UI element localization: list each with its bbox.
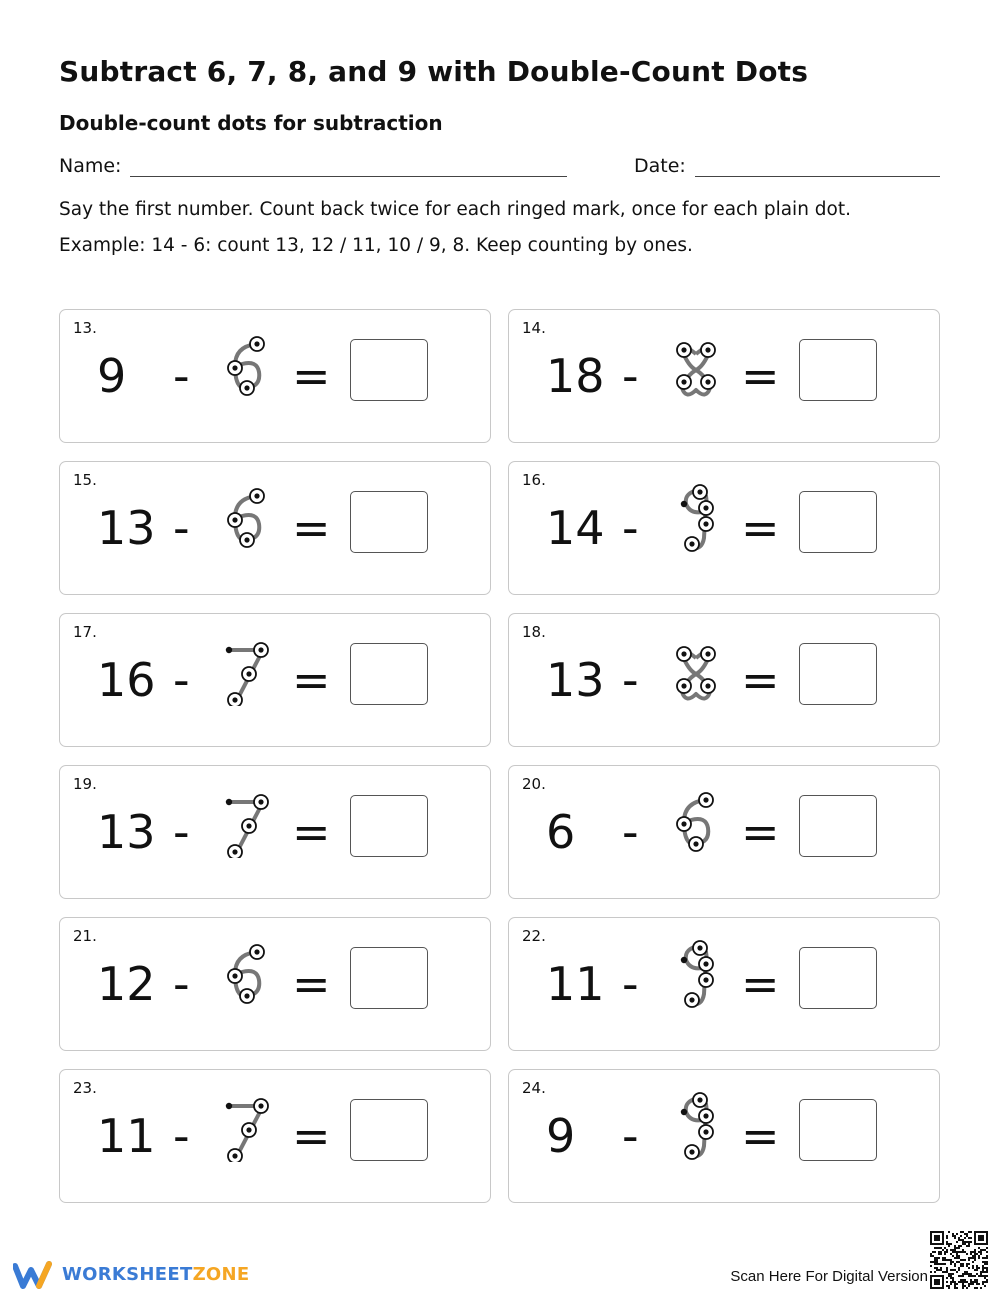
touch-seven-icon — [217, 1090, 277, 1162]
minus-sign: - — [622, 501, 639, 555]
touch-six-icon — [217, 482, 277, 554]
minus-sign: - — [173, 1109, 190, 1163]
minuend: 12 — [97, 957, 156, 1011]
equals-sign: = — [292, 653, 331, 707]
equals-sign: = — [292, 349, 331, 403]
minus-sign: - — [173, 805, 190, 859]
problem-number: 22. — [522, 927, 546, 945]
minus-sign: - — [622, 653, 639, 707]
minuend: 18 — [546, 349, 605, 403]
answer-box[interactable] — [350, 947, 428, 1009]
minuend: 13 — [546, 653, 605, 707]
touch-six-icon — [217, 330, 277, 402]
problem-number: 21. — [73, 927, 97, 945]
answer-box[interactable] — [799, 947, 877, 1009]
touch-eight-icon — [666, 330, 726, 402]
equals-sign: = — [741, 349, 780, 403]
equals-sign: = — [292, 1109, 331, 1163]
name-label: Name: — [59, 155, 122, 177]
name-field[interactable] — [130, 176, 567, 177]
instruction-line-2: Example: 14 - 6: count 13, 12 / 11, 10 / 9, 8. Keep counting by ones. — [59, 235, 693, 256]
problem-number: 16. — [522, 471, 546, 489]
logo-text-worksheet: WORKSHEET — [62, 1264, 193, 1285]
problem-card — [59, 461, 491, 595]
minus-sign: - — [622, 805, 639, 859]
answer-box[interactable] — [799, 643, 877, 705]
problem-number: 19. — [73, 775, 97, 793]
touch-seven-icon — [217, 786, 277, 858]
problem-card — [59, 1069, 491, 1203]
problem-card — [59, 613, 491, 747]
problem-card — [508, 917, 940, 1051]
date-field[interactable] — [695, 176, 940, 177]
equals-sign: = — [292, 501, 331, 555]
touch-seven-icon — [217, 634, 277, 706]
problem-card — [59, 917, 491, 1051]
qr-code-icon[interactable] — [930, 1231, 988, 1289]
minuend: 13 — [97, 501, 156, 555]
equals-sign: = — [292, 957, 331, 1011]
problem-card — [508, 309, 940, 443]
worksheetzone-logo — [13, 1258, 253, 1292]
answer-box[interactable] — [350, 491, 428, 553]
touch-nine-icon — [666, 482, 726, 554]
problem-number: 15. — [73, 471, 97, 489]
scan-caption: Scan Here For Digital Version — [730, 1268, 928, 1285]
minus-sign: - — [622, 957, 639, 1011]
logo-text — [62, 1264, 250, 1285]
answer-box[interactable] — [350, 643, 428, 705]
answer-box[interactable] — [350, 1099, 428, 1161]
page-title: Subtract 6, 7, 8, and 9 with Double-Count Dots — [59, 55, 809, 88]
answer-box[interactable] — [799, 491, 877, 553]
minuend: 16 — [97, 653, 156, 707]
problem-number: 14. — [522, 319, 546, 337]
problem-card — [508, 1069, 940, 1203]
equals-sign: = — [741, 805, 780, 859]
problem-card — [59, 765, 491, 899]
minuend: 6 — [546, 805, 576, 859]
problem-number: 24. — [522, 1079, 546, 1097]
minus-sign: - — [173, 349, 190, 403]
problem-number: 23. — [73, 1079, 97, 1097]
answer-box[interactable] — [799, 795, 877, 857]
touch-nine-icon — [666, 938, 726, 1010]
minus-sign: - — [173, 653, 190, 707]
problem-number: 17. — [73, 623, 97, 641]
instruction-line-1: Say the first number. Count back twice for each ringed mark, once for each plain dot. — [59, 199, 851, 220]
equals-sign: = — [741, 653, 780, 707]
touch-six-icon — [217, 938, 277, 1010]
answer-box[interactable] — [350, 795, 428, 857]
touch-eight-icon — [666, 634, 726, 706]
minuend: 11 — [97, 1109, 156, 1163]
problem-card — [508, 613, 940, 747]
touch-nine-icon — [666, 1090, 726, 1162]
minuend: 9 — [97, 349, 127, 403]
equals-sign: = — [741, 957, 780, 1011]
minus-sign: - — [622, 349, 639, 403]
equals-sign: = — [741, 501, 780, 555]
logo-text-zone: ZONE — [192, 1264, 250, 1285]
minus-sign: - — [173, 957, 190, 1011]
touch-six-icon — [666, 786, 726, 858]
problem-number: 20. — [522, 775, 546, 793]
page-subtitle: Double-count dots for subtraction — [59, 111, 443, 135]
answer-box[interactable] — [350, 339, 428, 401]
minuend: 9 — [546, 1109, 576, 1163]
equals-sign: = — [741, 1109, 780, 1163]
minuend: 13 — [97, 805, 156, 859]
problem-number: 13. — [73, 319, 97, 337]
minus-sign: - — [622, 1109, 639, 1163]
equals-sign: = — [292, 805, 331, 859]
minuend: 14 — [546, 501, 605, 555]
answer-box[interactable] — [799, 339, 877, 401]
minuend: 11 — [546, 957, 605, 1011]
problem-card — [508, 461, 940, 595]
minus-sign: - — [173, 501, 190, 555]
logo-mark-icon — [13, 1258, 53, 1292]
problem-card — [59, 309, 491, 443]
problem-number: 18. — [522, 623, 546, 641]
problem-card — [508, 765, 940, 899]
date-label: Date: — [634, 155, 686, 177]
answer-box[interactable] — [799, 1099, 877, 1161]
